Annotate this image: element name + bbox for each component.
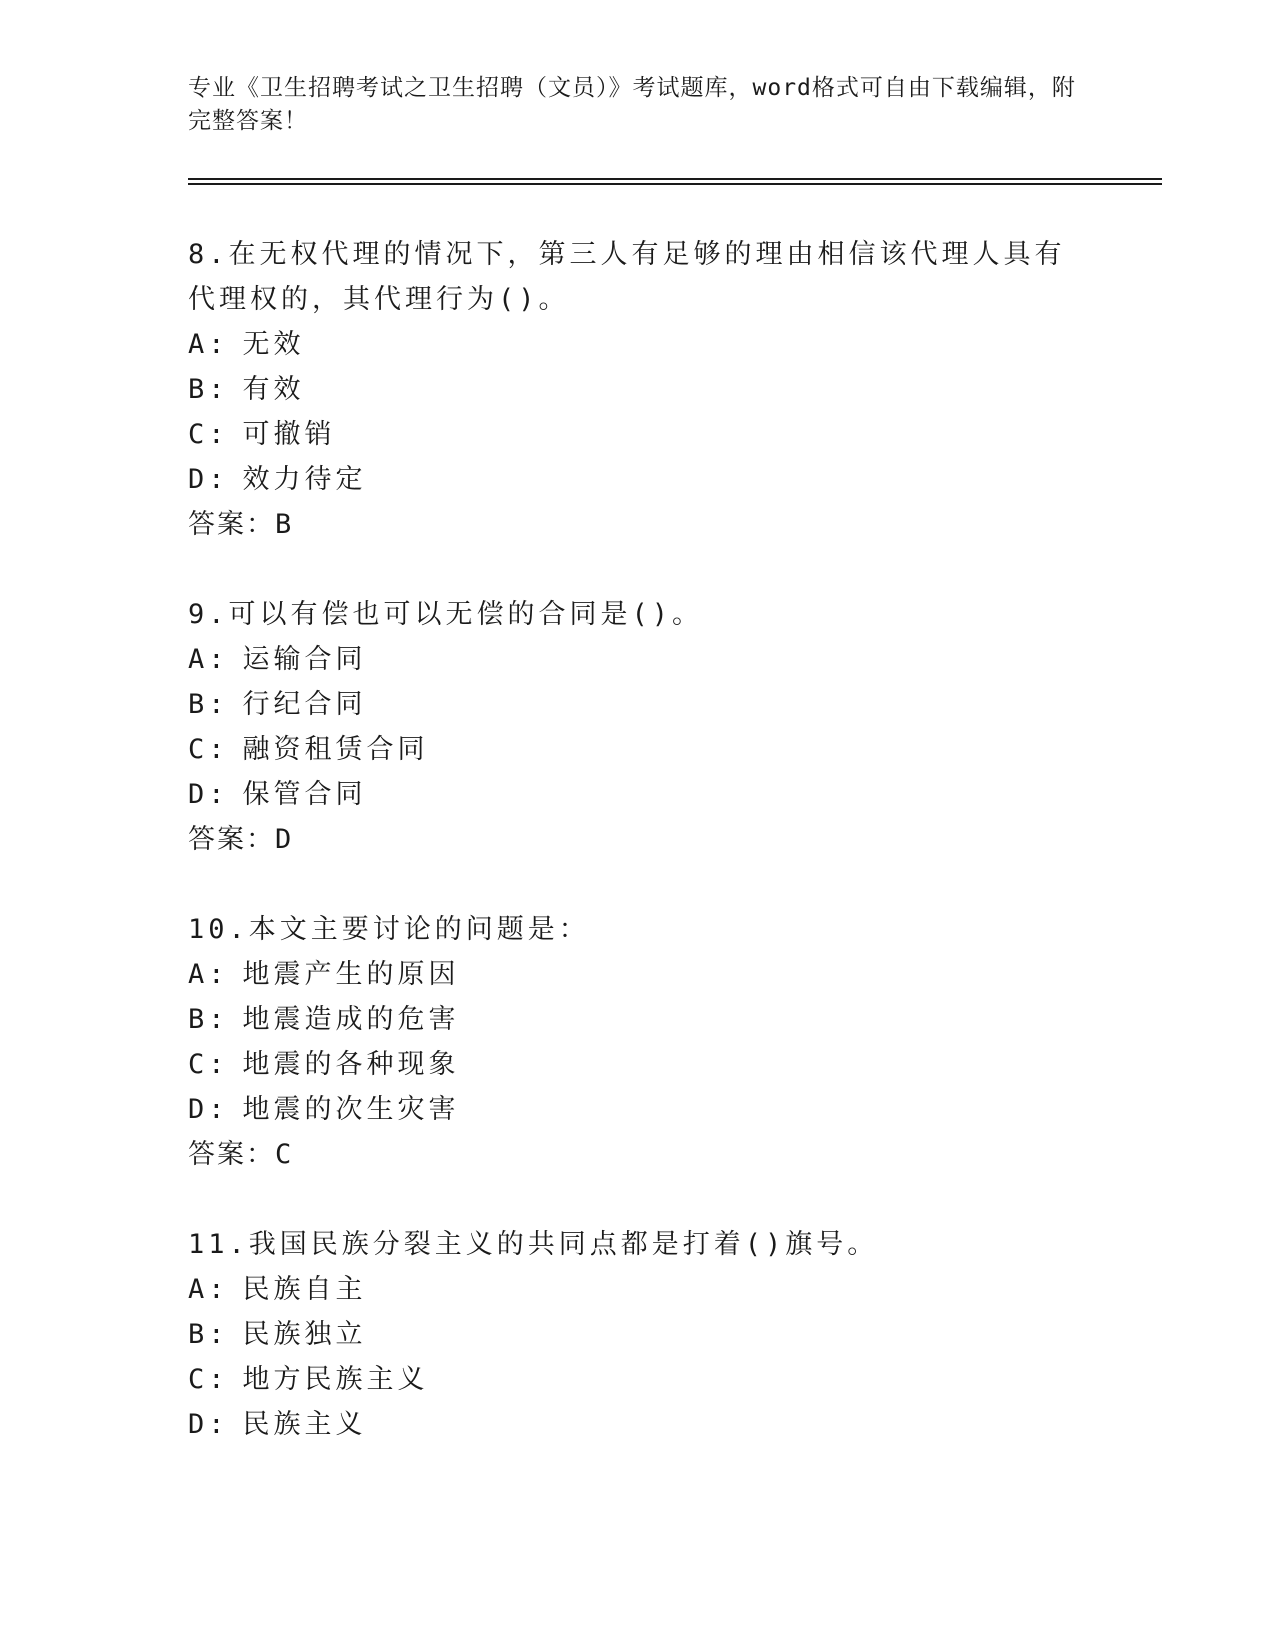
option-text: 地震造成的危害	[242, 1004, 460, 1035]
option-text: 有效	[242, 374, 305, 405]
option-d	[188, 1087, 1088, 1132]
option-text: 地震产生的原因	[242, 959, 460, 990]
option-text: 地震的各种现象	[242, 1049, 460, 1080]
option-text: 地方民族主义	[242, 1364, 429, 1395]
option-text: 效力待定	[242, 464, 367, 495]
option-c	[188, 1357, 1088, 1402]
answer-value: B	[275, 509, 294, 540]
option-c	[188, 412, 1088, 457]
option-key: B:	[188, 1319, 229, 1350]
option-b	[188, 1312, 1088, 1357]
answer-line	[188, 1132, 1088, 1177]
option-key: A:	[188, 644, 229, 675]
option-key: A:	[188, 959, 229, 990]
header-divider-bottom	[188, 183, 1162, 185]
option-key: C:	[188, 734, 229, 765]
option-a	[188, 1267, 1088, 1312]
option-text: 保管合同	[242, 779, 367, 810]
option-a	[188, 637, 1088, 682]
option-c	[188, 727, 1088, 772]
option-key: C:	[188, 419, 229, 450]
answer-line	[188, 502, 1088, 547]
option-b	[188, 682, 1088, 727]
option-key: B:	[188, 1004, 229, 1035]
option-text: 行纪合同	[242, 689, 367, 720]
option-key: A:	[188, 329, 229, 360]
option-b	[188, 997, 1088, 1042]
option-c	[188, 1042, 1088, 1087]
question-11	[188, 1222, 1088, 1447]
option-key: C:	[188, 1049, 229, 1080]
option-text: 运输合同	[242, 644, 367, 675]
option-key: A:	[188, 1274, 229, 1305]
question-stem: 11.我国民族分裂主义的共同点都是打着()旗号。	[188, 1229, 879, 1260]
answer-value: C	[275, 1139, 294, 1170]
answer-label: 答案：	[188, 1139, 275, 1170]
answer-label: 答案：	[188, 824, 275, 855]
question-9	[188, 592, 1088, 862]
answer-line	[188, 817, 1088, 862]
answer-label: 答案：	[188, 509, 275, 540]
question-stem: 10.本文主要讨论的问题是：	[188, 914, 590, 945]
option-key: D:	[188, 1409, 229, 1440]
option-text: 无效	[242, 329, 305, 360]
option-d	[188, 772, 1088, 817]
option-b	[188, 367, 1088, 412]
option-text: 民族主义	[242, 1409, 367, 1440]
option-key: C:	[188, 1364, 229, 1395]
header-divider-top	[188, 178, 1162, 180]
option-text: 民族自主	[242, 1274, 367, 1305]
option-a	[188, 952, 1088, 997]
option-key: B:	[188, 689, 229, 720]
option-text: 融资租赁合同	[242, 734, 429, 765]
option-text: 可撤销	[242, 419, 336, 450]
option-key: D:	[188, 779, 229, 810]
question-10	[188, 907, 1088, 1177]
option-d	[188, 457, 1088, 502]
option-a	[188, 322, 1088, 367]
question-8	[188, 232, 1088, 547]
question-stem: 9.可以有偿也可以无偿的合同是()。	[188, 599, 704, 630]
option-d	[188, 1402, 1088, 1447]
option-text: 地震的次生灾害	[242, 1094, 460, 1125]
option-key: B:	[188, 374, 229, 405]
option-key: D:	[188, 464, 229, 495]
option-key: D:	[188, 1094, 229, 1125]
document-header: 专业《卫生招聘考试之卫生招聘（文员）》考试题库，word格式可自由下载编辑，附完整答案！	[188, 75, 1076, 134]
answer-value: D	[275, 824, 294, 855]
option-text: 民族独立	[242, 1319, 367, 1350]
question-list	[188, 232, 1088, 1492]
question-stem: 8.在无权代理的情况下，第三人有足够的理由相信该代理人具有代理权的，其代理行为()。	[188, 239, 1066, 315]
